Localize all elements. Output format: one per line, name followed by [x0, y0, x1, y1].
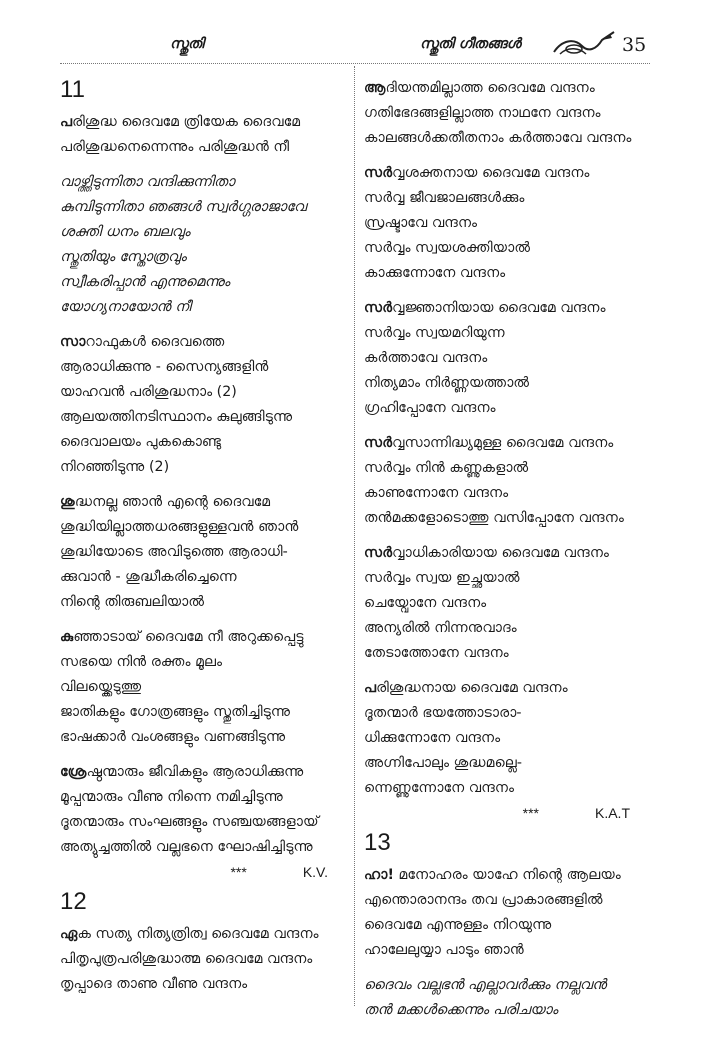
left-column	[60, 70, 350, 1007]
verse-line: സഭയെ നിൻ രക്തം മൂലം	[60, 654, 223, 670]
hymn-signature	[60, 864, 328, 880]
verse-line: തേടാത്തോനേ വന്ദനം	[364, 645, 509, 661]
header-divider	[60, 63, 650, 64]
verse-line: യാഹവൻ പരിശുദ്ധനാം (2)	[60, 384, 237, 400]
verse-line: സർവ്വം സ്വയമറിയുന്ന	[364, 325, 505, 341]
stanza-lead-syllable: സാ	[60, 334, 86, 350]
verse-line: ന്നെണ്ണുന്നോനേ വന്ദനം	[364, 780, 515, 796]
verse-line: സർവ്വം സ്വയ ഇച്ഛയാൽ	[364, 570, 520, 586]
verse-line: സർവ്വ ജീവജാലങ്ങൾക്കും	[364, 190, 525, 206]
verse-line: ധിക്കുന്നോനേ വന്ദനം	[364, 730, 501, 746]
verse-line: കുഞ്ഞാടായ് ദൈവമേ നീ അറുക്കപ്പെട്ടു	[60, 629, 304, 645]
verse-line: ശക്തി ധനം ബലവും	[60, 224, 191, 240]
verse-line: നിത്യമാം നിർണ്ണയത്താൽ	[364, 375, 530, 391]
stanza-lead-syllable: പ	[60, 114, 73, 130]
stanza	[364, 973, 652, 1023]
lamp-flourish-icon	[552, 30, 616, 58]
stanza-lead-syllable: സർ	[364, 165, 393, 181]
stanza	[364, 161, 652, 286]
verse-line: ശുദ്ധിയോടെ അവിടുത്തെ ആരാധി-	[60, 544, 288, 560]
verse-line: സ്തുതിയും സ്തോത്രവും	[60, 249, 187, 265]
verse-line: തൻമക്കളോടൊത്തു വസിപ്പോനേ വന്ദനം	[364, 510, 624, 526]
verse-line: അഗ്നിപോലും ശുദ്ധമല്ലെ-	[364, 755, 522, 771]
verse-line: സർവ്വസാന്നിദ്ധ്യമുള്ള ദൈവമേ വന്ദനം	[364, 435, 614, 451]
verse-line: തൃപ്പാദെ താണു വീണു വന്ദനം	[60, 976, 248, 992]
verse-line: ഗ്രഹിപ്പോനേ വന്ദനം	[364, 400, 496, 416]
verse-line: വാഴ്ത്തിടുന്നിതാ വന്ദിക്കുന്നിതാ	[60, 174, 235, 190]
verse-line: തൻ മക്കൾക്കെന്നും പരിചയാം	[364, 1002, 558, 1018]
stanza	[364, 541, 652, 666]
verse-line: ആദിയന്തമില്ലാത്ത ദൈവമേ വന്ദനം	[364, 80, 595, 96]
verse-line: പരിശുദ്ധനെന്നെന്നും പരിശുദ്ധൻ നീ	[60, 139, 290, 155]
stanza	[60, 625, 350, 750]
verse-line: പിതൃപുത്രപരിശുദ്ധാത്മ ദൈവമേ വന്ദനം	[60, 951, 313, 967]
stanza	[60, 922, 350, 997]
verse-line: മൂപ്പന്മാരും വീണു നിന്നെ നമിച്ചിടുന്നു	[60, 789, 283, 805]
stanza-lead-syllable: ശ്രേ	[60, 764, 87, 780]
verse-line: ക്കുവാൻ - ശുദ്ധീകരിച്ചെന്നെ	[60, 569, 237, 585]
stanza-lead-syllable: ശു	[60, 494, 75, 510]
verse-line: ആരാധിക്കുന്നു - സൈന്യങ്ങളിൻ	[60, 359, 269, 375]
stanza	[60, 490, 350, 615]
stanza	[364, 76, 652, 151]
verse-line: ശുദ്ധിയില്ലാത്തധരങ്ങളുള്ളവൻ ഞാൻ	[60, 519, 299, 535]
stanza-lead-syllable: പ	[364, 680, 377, 696]
column-divider	[354, 66, 355, 1006]
verse-line: അത്യുച്ചത്തിൽ വല്ലഭനെ ഘോഷിച്ചിടുന്നു	[60, 839, 313, 855]
verse-line: യോഗ്യനായോൻ നീ	[60, 299, 191, 315]
verse-line: ഹാ! മനോഹരം യാഹേ നിന്റെ ആലയം	[364, 867, 621, 883]
signature-stars: ***	[522, 805, 539, 821]
running-title-left: സ്തുതി	[170, 36, 204, 52]
verse-line: സ്വീകരിപ്പാൻ എന്നുമെന്നും	[60, 274, 230, 290]
verse-line: കർത്താവേ വന്ദനം	[364, 350, 488, 366]
verse-line: നിന്റെ തിരുബലിയാൽ	[60, 594, 205, 610]
hymn-number: 13	[364, 829, 391, 856]
stanza-lead-syllable: ആ	[364, 80, 386, 96]
page-number: 35	[622, 34, 647, 56]
verse-line: എന്തൊരാനന്ദം തവ പ്രാകാരങ്ങളിൽ	[364, 892, 603, 908]
verse-line: കാണുന്നോനേ വന്ദനം	[364, 485, 509, 501]
verse-line: കാക്കുന്നോനേ വന്ദനം	[364, 265, 506, 281]
verse-line: ജാതികളും ഗോത്രങ്ങളും സ്തുതിച്ചിടുന്നു	[60, 704, 291, 720]
verse-line: ഹാലേലുയ്യാ പാടും ഞാൻ	[364, 942, 524, 958]
stanza	[60, 110, 350, 160]
verse-line: സർവ്വാധികാരിയായ ദൈവമേ വന്ദനം	[364, 545, 609, 561]
verse-line: ദൂതന്മാർ ഭയത്തോടാരാ-	[364, 705, 522, 721]
verse-line: പരിശുദ്ധ ദൈവമേ ത്രിയേക ദൈവമേ	[60, 114, 301, 130]
verse-line: നിറഞ്ഞിടുന്നു (2)	[60, 459, 170, 475]
hymn-number: 11	[60, 76, 85, 103]
verse-line: ദൈവാലയം പുകകൊണ്ടു	[60, 434, 222, 450]
stanza-lead-syllable: കു	[60, 629, 74, 645]
stanza-lead-syllable: സർ	[364, 300, 393, 316]
stanza-lead-syllable: സർ	[364, 435, 393, 451]
stanza	[364, 431, 652, 531]
verse-line: ശുദ്ധനല്ല ഞാൻ എന്റെ ദൈവമേ	[60, 494, 271, 510]
verse-line: ശ്രേഷ്ഠന്മാരും ജീവികളും ആരാധിക്കുന്നു	[60, 764, 304, 780]
stanza	[60, 760, 350, 860]
verse-line: ഭാഷക്കാർ വംശങ്ങളും വണങ്ങിടുന്നു	[60, 729, 286, 745]
stanza	[60, 330, 350, 480]
stanza	[364, 676, 652, 801]
stanza-lead-syllable: ഏ	[60, 926, 78, 942]
stanza	[364, 296, 652, 421]
signature-author: K.A.T	[594, 805, 630, 821]
verse-line: സർവ്വം നിൻ കണ്ണുകളാൽ	[364, 460, 529, 476]
verse-line: സ്രഷ്ടാവേ വന്ദനം	[364, 215, 478, 231]
signature-author: K.V.	[302, 864, 328, 880]
verse-line: ദൂതന്മാരും സംഘങ്ങളും സഞ്ചയങ്ങളായ്	[60, 814, 319, 830]
verse-line: കാലങ്ങൾക്കതീതനാം കർത്താവേ വന്ദനം	[364, 130, 632, 146]
stanza	[60, 170, 350, 320]
verse-line: സർവ്വശക്തനായ ദൈവമേ വന്ദനം	[364, 165, 590, 181]
verse-line: ആലയത്തിനടിസ്ഥാനം കുലുങ്ങിടുന്നു	[60, 409, 293, 425]
verse-line: സർവ്വം സ്വയശക്തിയാൽ	[364, 240, 531, 256]
verse-line: ദൈവമേ എന്നുള്ളം നിറയുന്നു	[364, 917, 552, 933]
verse-line: ചെയ്വോനേ വന്ദനം	[364, 595, 487, 611]
stanza	[364, 863, 652, 963]
verse-line: ദൈവം വല്ലഭൻ എല്ലാവർക്കും നല്ലവൻ	[364, 977, 607, 993]
verse-line: വിലയ്ക്കെടുത്തു	[60, 679, 142, 695]
hymn-signature	[364, 805, 630, 821]
verse-line: അന്യരിൽ നിന്നനുവാദം	[364, 620, 517, 636]
verse-line: ഏക സത്യ നിത്യത്രിത്വ ദൈവമേ വന്ദനം	[60, 926, 319, 942]
verse-line: സർവ്വജ്ഞാനിയായ ദൈവമേ വന്ദനം	[364, 300, 606, 316]
hymn-number: 12	[60, 888, 87, 915]
running-title-right: സ്തുതി ഗീതങ്ങൾ	[420, 36, 521, 52]
stanza-lead-syllable: ഹാ!	[364, 867, 394, 883]
verse-line: കുമ്പിടുന്നിതാ ഞങ്ങൾ സ്വർഗ്ഗരാജാവേ	[60, 199, 307, 215]
verse-line: സാറാഫുകൾ ദൈവത്തെ	[60, 334, 225, 350]
verse-line: ഗതിഭേദങ്ങളില്ലാത്ത നാഥനേ വന്ദനം	[364, 105, 601, 121]
right-column	[364, 70, 652, 1033]
stanza-lead-syllable: സർ	[364, 545, 393, 561]
verse-line: പരിശുദ്ധനായ ദൈവമേ വന്ദനം	[364, 680, 568, 696]
signature-stars: ***	[230, 864, 247, 880]
